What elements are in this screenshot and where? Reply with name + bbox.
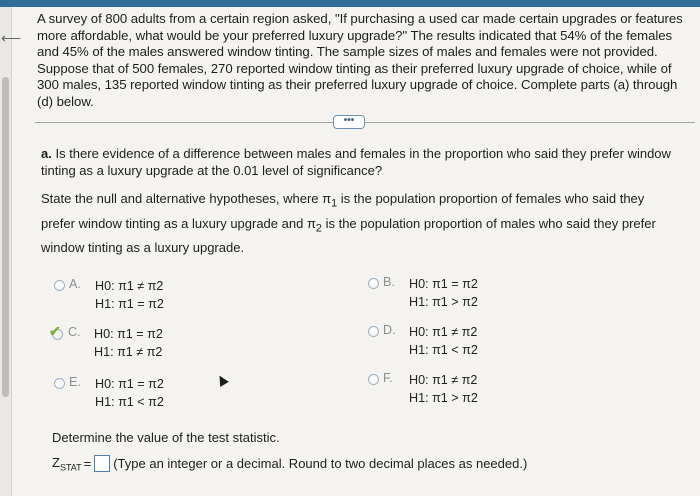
part-a-question <box>41 146 681 179</box>
part-a-text: Is there evidence of a difference between males and females in the proportion who said they prefer window tinting as a luxury upgrade at the 0.01 level of significance? <box>41 146 671 178</box>
left-panel-strip <box>0 7 12 496</box>
z-stat-input[interactable] <box>94 455 110 472</box>
choice-c[interactable] <box>49 323 163 361</box>
part-a-label: a. <box>41 146 52 161</box>
mouse-cursor-icon <box>215 373 229 387</box>
radio-e[interactable] <box>54 378 65 389</box>
checkmark-icon: ✔ <box>49 323 61 339</box>
z-hint: (Type an integer or a decimal. Round to two decimal places as needed.) <box>113 456 528 472</box>
choice-a[interactable] <box>54 277 164 313</box>
choice-c-h0: H0: π1 = π2 <box>94 327 163 341</box>
choice-c-letter: C. <box>68 325 81 339</box>
hyp-text-1: State the null and alternative hypotheses, where <box>41 191 319 206</box>
choice-d-h1: H1: π1 < π2 <box>409 343 478 357</box>
choice-e-h0: H0: π1 = π2 <box>95 377 164 391</box>
choice-f[interactable] <box>368 371 478 407</box>
choice-b-h1: H1: π1 > π2 <box>409 295 478 309</box>
problem-intro: A survey of 800 adults from a certain region asked, "If purchasing a used car made certain upgrades or features more affordable, what would be your preferred luxury upgrade?" The results indicated that 54% of the females and 45% of the males answered window tinting. The sample sizes of males and females were not provided. Suppose that of 500 females, 270 reported window tinting as their preferred luxury upgrade of choice, while of 300 males, 135 reported window tinting as their preferred luxury upgrade of choice. Complete parts (a) through (d) below. <box>37 11 683 109</box>
choice-a-h1: H1: π1 = π2 <box>95 297 164 311</box>
choice-a-letter: A. <box>69 277 81 291</box>
z-stat-row <box>52 455 527 473</box>
hyp-text-3: is the population proportion of males who said they prefer window tinting as a luxury upgrade. <box>41 215 656 256</box>
radio-f[interactable] <box>368 374 379 385</box>
back-arrow-icon[interactable]: ⟵ <box>1 30 22 46</box>
choice-f-h0: H0: π1 ≠ π2 <box>409 373 478 387</box>
determine-instruction: Determine the value of the test statistic. <box>52 430 280 445</box>
choice-d-h0: H0: π1 ≠ π2 <box>409 325 478 339</box>
choice-d[interactable] <box>368 323 478 359</box>
z-equals: = <box>83 456 92 472</box>
choice-c-h1: H1: π1 ≠ π2 <box>94 345 163 359</box>
radio-b[interactable] <box>368 278 379 289</box>
section-divider <box>35 122 695 123</box>
choice-b[interactable] <box>368 275 478 311</box>
radio-d[interactable] <box>368 326 379 337</box>
hypotheses-instructions: State the null and alternative hypotheses, where $\pi_1$ is the population proportion of females who said they prefer window tinting as a luxury upgrade and $\pi_2$ is the population proportion of males who said they prefer window tinting as a luxury upgrade. <box>41 191 656 256</box>
radio-c-checked[interactable] <box>49 323 66 339</box>
z-stat-label: $Z_{STAT}$ <box>52 455 82 473</box>
top-bar <box>0 0 700 7</box>
choice-b-letter: B. <box>383 275 395 289</box>
choice-a-h0: H0: π1 ≠ π2 <box>95 279 164 293</box>
choice-f-letter: F. <box>383 371 393 385</box>
choice-b-h0: H0: π1 = π2 <box>409 277 478 291</box>
expand-more-button[interactable]: ••• <box>333 115 365 129</box>
choice-d-letter: D. <box>383 323 396 337</box>
choice-e-letter: E. <box>69 375 81 389</box>
hyp-text-2: is the population proportion of females who said they prefer window tinting as a luxury upgrade and <box>41 191 645 231</box>
choice-e-h1: H1: π1 < π2 <box>95 395 164 409</box>
choice-f-h1: H1: π1 > π2 <box>409 391 478 405</box>
choice-e[interactable] <box>54 375 164 411</box>
radio-a[interactable] <box>54 280 65 291</box>
scrollbar-thumb[interactable] <box>2 77 9 397</box>
